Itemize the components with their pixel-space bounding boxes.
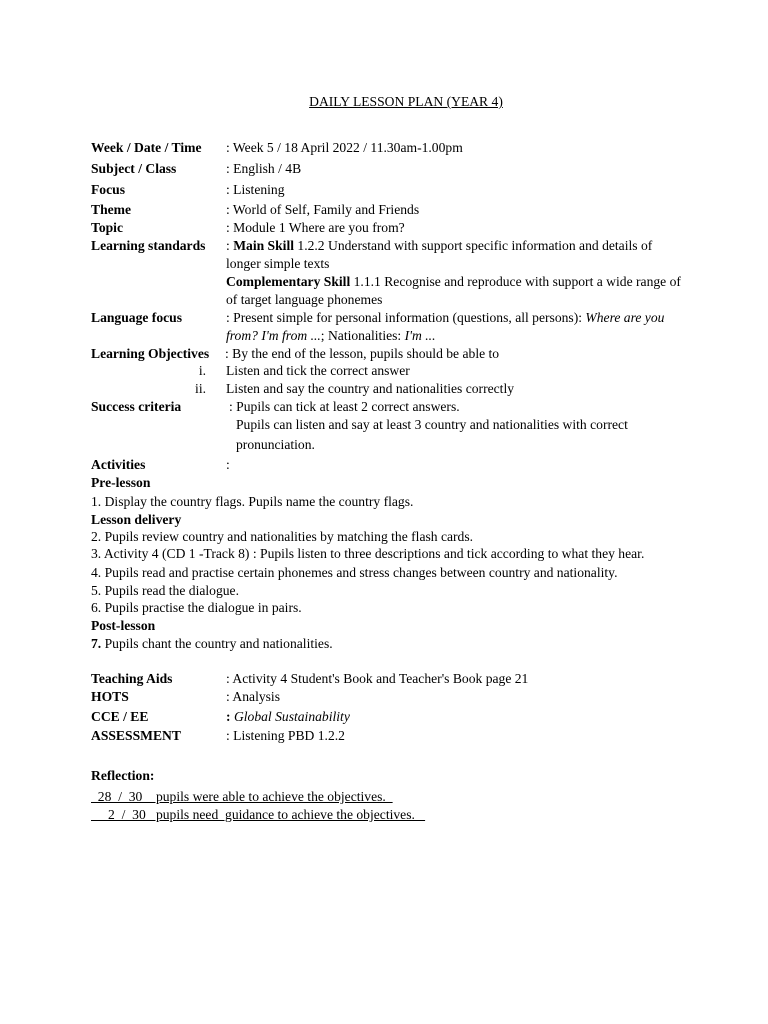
- learning-standards-label: Learning standards: [91, 238, 206, 253]
- learning-objectives-label: Learning Objectives: [91, 346, 210, 361]
- document-title: DAILY LESSON PLAN (YEAR 4): [309, 94, 503, 109]
- assessment-label: ASSESSMENT: [91, 728, 181, 743]
- cce-value-line: [226, 708, 350, 726]
- week-value: : Week 5 / 18 April 2022 / 11.30am-1.00pm: [226, 140, 463, 155]
- language-focus-line-1: [226, 309, 664, 327]
- language-focus-text: : Present simple for personal information (questions, all persons):: [226, 310, 586, 325]
- teaching-aids-value: : Activity 4 Student's Book and Teacher's Book page 21: [226, 671, 529, 686]
- delivery-item-3: 3. Activity 4 (CD 1 -Track 8) : Pupils listen to three descriptions and tick according to what they hear.: [91, 546, 645, 561]
- nationalities-text: ; Nationalities:: [320, 328, 405, 343]
- language-focus-example-2: from? I'm from ...: [226, 328, 321, 343]
- activities-colon: :: [226, 457, 230, 472]
- nationalities-example: I'm ...: [404, 328, 436, 343]
- hots-value: : Analysis: [226, 689, 281, 704]
- subject-label: Subject / Class: [91, 161, 177, 176]
- main-skill-text: 1.2.2 Understand with support specific information and details of: [294, 238, 653, 253]
- main-skill-line: [226, 237, 652, 255]
- success-criteria-line-3: pronunciation.: [236, 437, 315, 452]
- theme-label: Theme: [91, 202, 132, 217]
- activities-label: Activities: [91, 457, 146, 472]
- complementary-skill-heading: Complementary Skill: [226, 274, 351, 289]
- topic-value: : Module 1 Where are you from?: [226, 220, 405, 235]
- main-skill-line-2: longer simple texts: [226, 256, 330, 271]
- reflection-heading: Reflection:: [91, 768, 155, 783]
- main-skill-heading: Main Skill: [233, 238, 295, 253]
- objective-number-2: ii.: [195, 381, 206, 396]
- topic-label: Topic: [91, 220, 123, 235]
- reflection-line-achieved: 28 / 30 pupils were able to achieve the objectives.: [91, 789, 393, 804]
- delivery-item-5: 5. Pupils read the dialogue.: [91, 583, 239, 598]
- complementary-skill-line: [226, 273, 681, 291]
- pre-lesson-item: 1. Display the country flags. Pupils name the country flags.: [91, 494, 414, 509]
- success-criteria-line-2: Pupils can listen and say at least 3 country and nationalities with correct: [236, 417, 628, 432]
- pre-lesson-heading: Pre-lesson: [91, 475, 151, 490]
- complementary-skill-line-2: of target language phonemes: [226, 292, 383, 307]
- post-lesson-item: [91, 635, 333, 653]
- post-lesson-heading: Post-lesson: [91, 618, 156, 633]
- theme-value: : World of Self, Family and Friends: [226, 202, 420, 217]
- focus-label: Focus: [91, 182, 125, 197]
- lesson-delivery-heading: Lesson delivery: [91, 512, 182, 527]
- delivery-item-4: 4. Pupils read and practise certain phonemes and stress changes between country and nationality.: [91, 565, 618, 580]
- post-lesson-text: Pupils chant the country and nationalities.: [101, 636, 333, 651]
- assessment-value: : Listening PBD 1.2.2: [226, 728, 345, 743]
- delivery-item-2: 2. Pupils review country and nationalities by matching the flash cards.: [91, 529, 474, 544]
- main-skill-colon: :: [226, 238, 234, 253]
- post-lesson-number: 7.: [91, 636, 102, 651]
- complementary-skill-text: 1.1.1 Recognise and reproduce with support a wide range of: [350, 274, 681, 289]
- success-criteria-line-1: : Pupils can tick at least 2 correct answers.: [229, 399, 460, 414]
- cce-colon: :: [226, 709, 234, 724]
- week-label: Week / Date / Time: [91, 140, 202, 155]
- objective-number-1: i.: [198, 363, 206, 378]
- language-focus-label: Language focus: [91, 310, 183, 325]
- objective-item-2: Listen and say the country and nationalities correctly: [226, 381, 515, 396]
- language-focus-example: Where are you: [585, 310, 665, 325]
- cce-label: CCE / EE: [91, 709, 149, 724]
- objectives-intro: : By the end of the lesson, pupils should be able to: [225, 346, 500, 361]
- cce-value: Global Sustainability: [233, 709, 350, 724]
- teaching-aids-label: Teaching Aids: [91, 671, 173, 686]
- hots-label: HOTS: [91, 689, 129, 704]
- success-criteria-label: Success criteria: [91, 399, 182, 414]
- objective-item-1: Listen and tick the correct answer: [226, 363, 410, 378]
- delivery-item-6: 6. Pupils practise the dialogue in pairs.: [91, 600, 302, 615]
- focus-value: : Listening: [226, 182, 285, 197]
- language-focus-line-2: [226, 327, 435, 345]
- reflection-line-guidance: 2 / 30 pupils need guidance to achieve the objectives.: [91, 807, 426, 822]
- subject-value: : English / 4B: [226, 161, 302, 176]
